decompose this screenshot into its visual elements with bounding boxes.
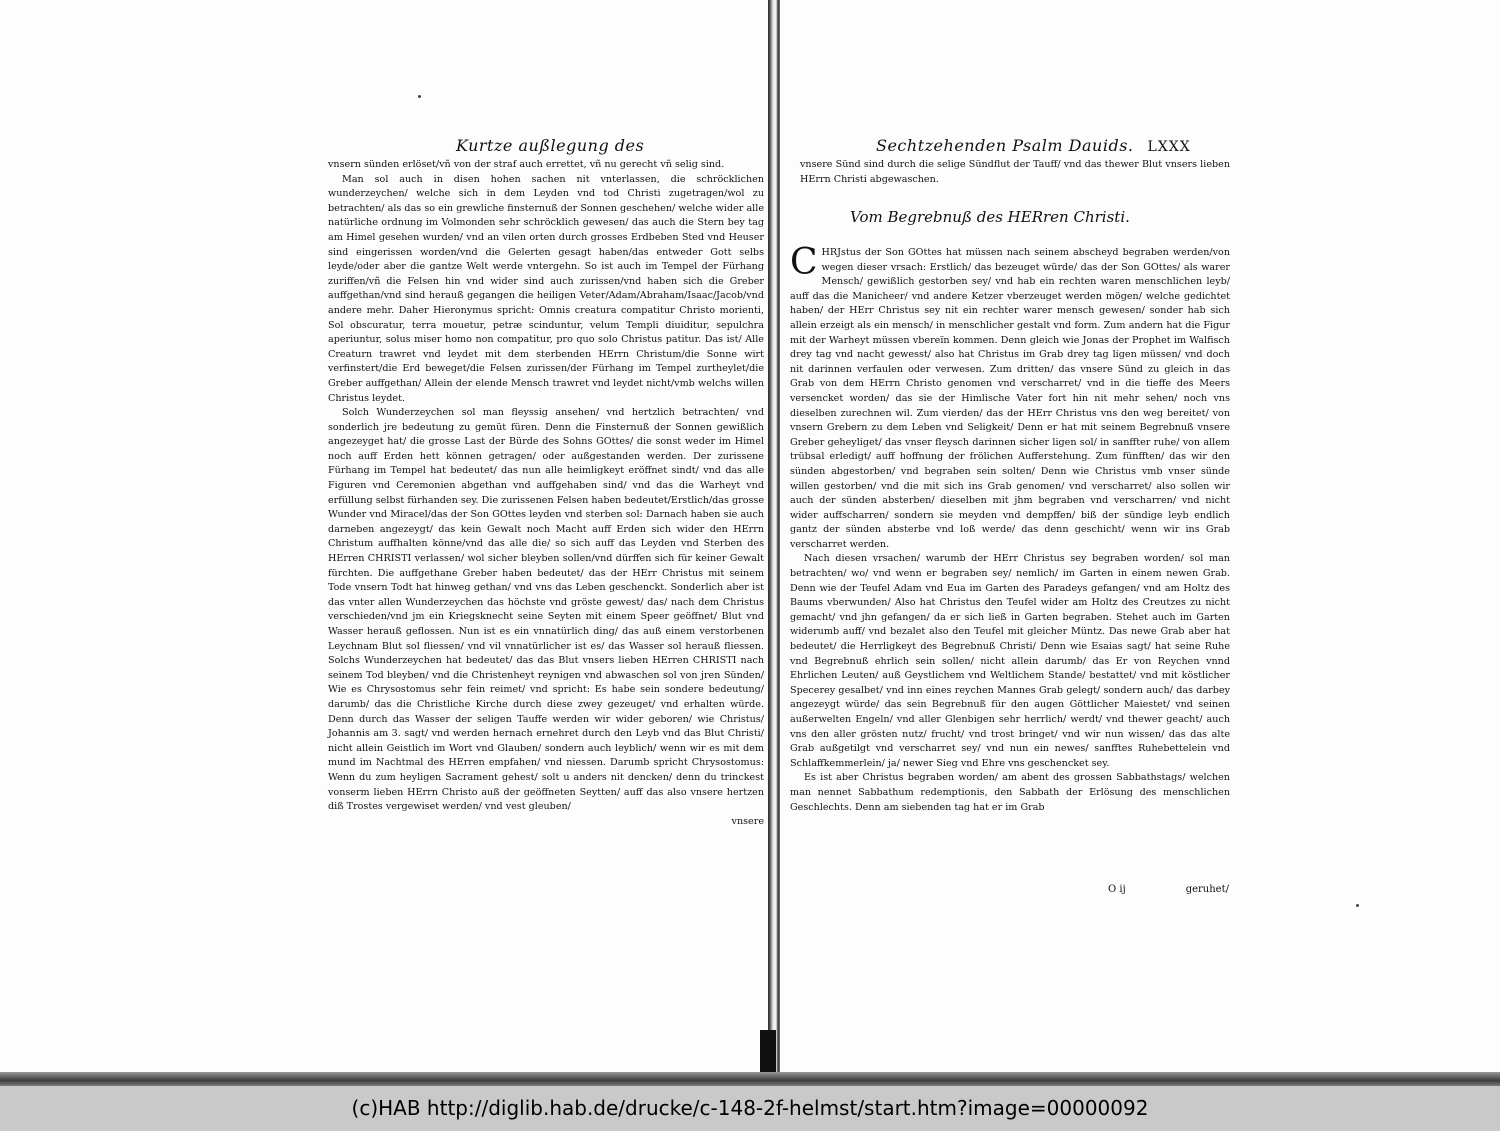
left-paragraph: Man sol auch in disen hohen sachen nit vnterlassen, die schröcklichen wunderzeychen/ welche sich in dem Leyden vnd tod Christi zugetragen/wol zu betrachten/ als das so ein grewliche finsternuß der Sonnen geschehen/ welche wider alle natürliche ordnung im Volmonden sehr schröcklich gewesen/ das auch die Stern bey tag am Himel gesehen wurden/ vnd an vilen orten durch grosses Erdbeben Sted vnd Heuser sind eingerissen worden/vnd die Gelerten gesagt haben/das entweder Gott selbs leyde/oder aber die gantze Welt werde vntergehn. So ist auch im Tempel der Fürhang zuriffen/vñ die Felsen hin vnd wider sind auch zurissen/vnd haben sich die Greber auffgethan/vnd sind herauß gegangen die heiligen Veter/Adam/Abraham/Isaac/Jacob/vnd andere mehr. Daher Hieronymus spricht: Omnis creatura compatitur Christo morienti, Sol obscuratur, terra mouetur, petræ scinduntur, velum Templi diuiditur, sepulchra aperiuntur, solus miser homo non compatitur, pro quo solo Christus patitur. Das ist/ Alle Creaturn trawret vnd leydet mit dem sterbenden HErrn Christum/die Sonne wirt verfinstert/die Erd beweget/die Felsen zurissen/der Fürhang im Tempel zurtheylet/die Greber auffgethan/ Allein der elende Mensch trawret vnd leydet nicht/vmb welchs willen Christus leydet. <box>328 173 764 404</box>
right-paragraph: Es ist aber Christus begraben worden/ am abent des grossen Sabbathstags/ welchen man nennet Sabbathum redemptionis, den Sabbath der Erlösung des menschlichen Geschlechts. Denn am siebenden tag hat er im Grab <box>790 772 1230 813</box>
copyright-footer: (c)HAB http://diglib.hab.de/drucke/c-148-2f-helmst/start.htm?image=00000092 <box>0 1086 1500 1131</box>
right-page-text <box>790 242 1230 815</box>
left-paragraph: vnsern sünden erlöset/vñ von der straf auch errettet, vñ nu gerecht vñ selig sind. <box>328 159 725 170</box>
scan-bottom-edge <box>0 1072 1500 1086</box>
folio-number: LXXX <box>1147 139 1191 155</box>
scan-speck <box>1356 904 1359 907</box>
section-title: Vom Begrebnuß des HERren Christi. <box>850 208 1130 226</box>
right-page <box>790 0 1230 1070</box>
right-paragraph-body: HRJstus der Son GOttes hat müssen nach seinem abscheyd begraben werden/von wegen dieser vrsach: Erstlich/ das bezeuget würde/ das der Son GOttes/ als warer Mensch/ gewißlich gestorben sey/ vnd hab ein rechten waren menschlichen leyb/ auff das die Manicheer/ vnd andere Ketzer vberzeuget werden mögen/ welche gedichtet haben/ der HErr Christus sey nit ein rechter warer mensch gewesen/ sonder hab sich allein erzeigt als ein mensch/ in menschlicher gestalt vnd form. Zum andern hat die Figur mit der Warheyt müssen vbereïn kommen. Denn gleich wie Jonas der Prophet im Walfisch drey tag vnd nacht gewesst/ also hat Christus im Grab drey tag ligen müssen/ vnd doch nit darinnen verfaulen oder verwesen. Zum dritten/ das vnsere Sünd zu gleich in das Grab von dem HErrn Christo genomen vnd verscharret/ vnd in die tieffe des Meers versencket worden/ das sie der Himlische Vater fort hin nit mehr sehen/ noch vns dieselben zurechnen wil. Zum vierden/ das der HErr Christus vns den weg bereitet/ von vnsern Grebern zu dem Leben vnd Seligkeit/ Denn er hat mit seinem Begrebnuß vnsere Greber geheyliget/ das vnser fleysch darinnen sicher ligen sol/ in sanffter ruhe/ von allem trübsal erledigt/ auff hoffnung der frölichen Aufferstehung. Zum fünfften/ das wir den sünden abgestorben/ vnd begraben sein solten/ Denn wie Christus vmb vnser sünde willen gestorben/ vnd die mit sich ins Grab genomen/ vnd verscharret/ also sollen wir auch der sünden absterben/ dieselben mit jhm begraben vnd verscharren/ vnd nicht wider auffscharren/ sondern sie meyden vnd dempffen/ biß der sündige leyb endlich gantz der sünden absterbe vnd loß werde/ das denn geschicht/ wenn wir ins Grab verscharret werden. <box>790 247 1230 550</box>
book-gutter <box>768 0 780 1085</box>
drop-capital: C <box>790 242 818 283</box>
signature-catchword-line <box>1108 884 1229 895</box>
right-running-head-title: Sechtzehenden Psalm Dauids. <box>876 136 1134 155</box>
right-paragraph: Nach diesen vrsachen/ warumb der HErr Christus sey begraben worden/ sol man betrachten/ wo/ vnd wenn er begraben sey/ nemlich/ im Garten in einem newen Grab. Denn wie der Teufel Adam vnd Eua im Garten des Paradeys gefangen/ vnd am Holtz des Baums vberwunden/ Also hat Christus den Teufel wider am Holtz des Creutzes zu nicht gemacht/ vnd jhn gefangen/ da er sich ließ in Garten begraben. Stehet auch im Garten widerumb auff/ vnd bezalet also den Teufel mit gleicher Müntz. Das newe Grab aber hat bedeutet/ die Herrligkeyt des Begrebnuß Christi/ Denn wie Esaias sagt/ hat seine Ruhe vnd Begrebnuß ehrlich sein sollen/ nicht allein darumb/ das Er von Reychen vnnd Ehrlichen Leuten/ auß Geystlichem vnd Weltlichem Stande/ bestattet/ vnd mit köstlicher Specerey gesalbet/ vnd inn eines reychen Mannes Grab gelegt/ sondern auch/ das darbey angezeygt würde/ das sein Begrebnuß für den augen Göttlicher Maiestet/ vnd seinen außerwelten Engeln/ vnd aller Glenbigen sehr herrlich/ werdt/ vnd thewer geacht/ auch vns den aller grösten nutz/ frucht/ vnd trost bringet/ vnd wir nun wissen/ das das alte Grab außgetilgt vnd verscharret sey/ vnd nun ein newes/ sanfftes Ruhebettelein vnd Schlaffkemmerlein/ ja/ newer Sieg vnd Ehre vns geschencket sey. <box>790 553 1230 769</box>
scan-speck <box>418 95 421 98</box>
right-paragraph <box>790 242 1230 552</box>
left-page <box>328 0 764 1070</box>
left-catchword: vnsere <box>731 815 764 827</box>
left-paragraph: Solch Wunderzeychen sol man fleyssig ansehen/ vnd hertzlich betrachten/ vnd sonderlich jre bedeutung zu gemüt füren. Denn die Finsternuß der Sonnen gewißlich angezeyget hat/ die grosse Last der Bürde des Sohns GOttes/ die sonst weder im Himel noch auff Erden hett können getragen/ oder außgestanden werden. Der zurissene Fürhang im Tempel hat bedeutet/ das nun alle heimligkeyt eröffnet sindt/ vnd das alle Figuren vnd Ceremonien abgethan vnd auffgehaben sind/ vnd das die Warheyt vnd erfüllung selbst fürhanden sey. Die zurissenen Felsen haben bedeutet/Erstlich/das grosse Wunder vnd Miracel/das der Son GOttes leyden vnd sterben sol: Darnach haben sie auch darneben angezeygt/ das kein Gewalt noch Macht auff Erden sich wider den HErrn Christum auffhalten könne/vnd das alle die/ so sich auff das Leyden vnd Sterben des HErren CHRISTI verlassen/ wol sicher bleyben sollen/vnd dürffen sich für keiner Gewalt fürchten. Die auffgethane Greber haben bedeutet/ das der HErr Christus mit seinem Tode vnsern Todt hat hinweg gethan/ vnd vns das Leben geschenckt. Sonderlich aber ist das vnter allen Wunderzeychen das höchste vnd gröste gewest/ das/ nach dem Christus verschieden/vnd jm ein Kriegsknecht seine Seyten mit einem Speer geöffnet/ Blut vnd Wasser herauß geflossen. Nun ist es ein vnnatürlich ding/ das auß einem verstorbenen Leychnam Blut sol fliessen/ vnd vil vnnatürlicher ist es/ das Wasser sol herauß fliessen. Solchs Wunderzeychen hat bedeutet/ das das Blut vnsers lieben HErren CHRISTI nach seinem Tod bleyben/ vnd die Christenheyt reynigen vnd abwaschen sol von jren Sünden/ Wie es Chrysostomus sehr fein reimet/ vnd spricht: Es habe sein sondere bedeutung/ darumb/ das die Christliche Kirche durch diese zwey gezeuget/ vnd erhalten würde. Denn durch das Wasser der seligen Tauffe werden wir wider geboren/ wie Christus/ Johannis am 3. sagt/ vnd werden hernach ernehret durch den Leyb vnd das Blut Christi/ nicht allein Geistlich im Wort vnd Glauben/ sondern auch leyblich/ wenn wir es mit dem mund im Nachtmal des HErren empfahen/ vnd niessen. Darumb spricht Chrysostomus: Wenn du zum heyligen Sacrament gehest/ solt u anders nit dencken/ denn du trinckest vonserm lieben HErrn Christo auß der geöffneten Seytten/ auff das also vnsere hertzen diß Trostes vergewiset werden/ vnd vest gleuben/ <box>328 407 764 813</box>
right-catchword: geruhet/ <box>1185 884 1229 895</box>
right-continuation-text: vnsere Sünd sind durch die selige Sündflut der Tauff/ vnd das thewer Blut vnsers lieben HErrn Christi abgewaschen. <box>800 159 1230 185</box>
right-running-head <box>876 136 1191 155</box>
signature-mark: O ij <box>1108 884 1126 895</box>
left-running-head: Kurtze außlegung des <box>456 136 645 155</box>
left-page-text <box>328 158 764 829</box>
